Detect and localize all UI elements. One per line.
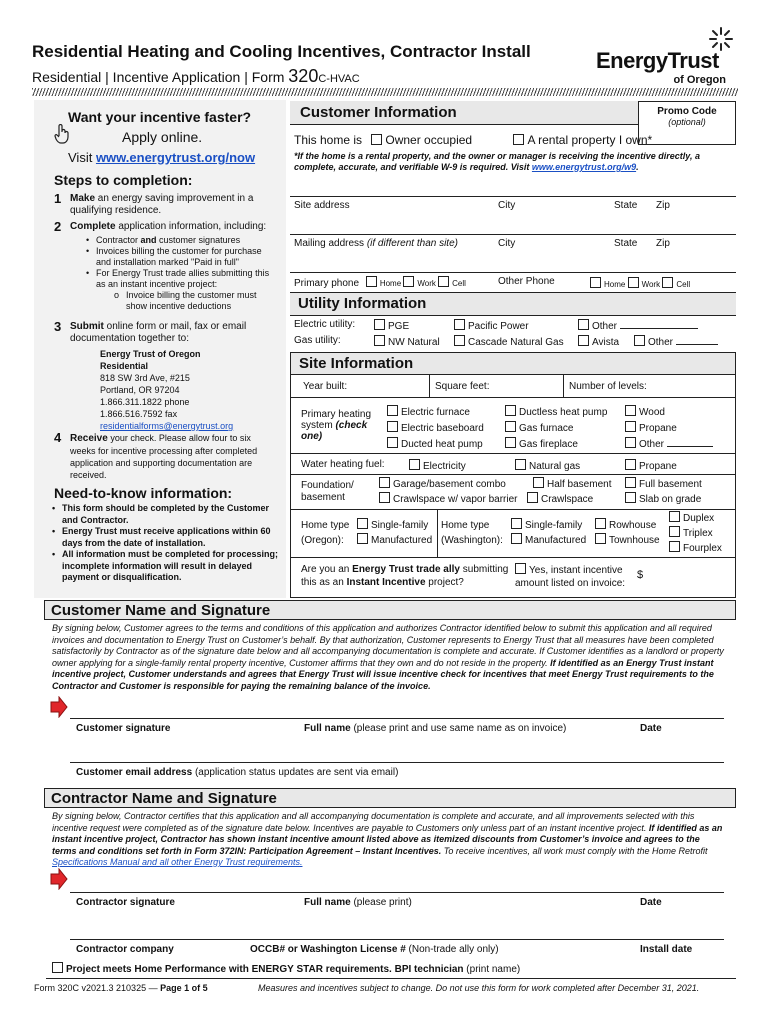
foundation-options: Garage/basement combo Crawlspace w/ vapor barrier <box>379 477 518 507</box>
step-2-subitem: o Invoice billing the customer must show incentive deductions <box>114 290 257 311</box>
footer-disclaimer: Measures and incentives subject to change. Do not use this form for work completed after December 31, 2021. <box>258 983 700 993</box>
need-item: • This form should be completed by the Customer and Contractor. <box>50 503 280 526</box>
gas-other-checkbox[interactable] <box>634 335 645 346</box>
step-3: 3 Submit online form or mail, fax or email documentation together to: Energy Trust of Oregon Residential 818 SW 3rd Ave, #215 Portland, OR 97204 1.866.311.1822 phone 1.866.516.7592 fax residentialforms@energytrust.org <box>54 321 286 432</box>
contractor-date-field[interactable]: Date <box>640 897 662 908</box>
primary-cell-checkbox[interactable] <box>438 276 449 287</box>
home-type-wa-options: Single-family Manufactured <box>511 518 586 548</box>
apply-online-link[interactable]: www.energytrust.org/now <box>95 150 256 165</box>
water-heating-row: Water heating fuel: Electricity Natural gas Propane <box>301 459 677 472</box>
crawlspace-checkbox[interactable] <box>527 492 538 503</box>
other-home-checkbox[interactable] <box>590 277 601 288</box>
electric-utility-row: Electric utility: PGE Pacific Power Other <box>294 319 734 330</box>
left-panel <box>34 100 286 598</box>
nw-natural-checkbox[interactable] <box>374 335 385 346</box>
steps-heading: Steps to completion: <box>54 172 193 188</box>
or-manufactured-checkbox[interactable] <box>357 533 368 544</box>
phone-row: Primary phone Home Work Cell Other Phone Home Work Cell <box>294 276 691 289</box>
hand-pointer-icon <box>54 124 70 144</box>
customer-agreement: By signing below, Customer agrees to the terms and conditions of this application and authorizes Contractor identified below to submit this application and all required invoices and documentation to Energy Trust on Customer’s behalf. By that authorization, Customer represents to Energy Trust that all measures have been completed satisfactorily by Contractor as of the signature date below and all accompanying documentation is complete and accurate. If Customer identifies as a landlord or property owner applying for a single-family rental property incentive, Customer affirms that they own and do not reside in the property. If identified as an Energy Trust instant incentive project, Customer understands and agrees that Energy Trust will issue incentive check for incentives that meet Energy Trust requirements to the Contractor and Customer is responsible for paying the remaining balance of the invoice. <box>52 623 724 691</box>
duplex-checkbox[interactable] <box>669 511 680 522</box>
customer-signature-field[interactable]: Customer signature <box>76 723 171 734</box>
customer-info-header: Customer Information <box>290 101 638 125</box>
want-faster-heading: Want your incentive faster? <box>68 109 252 125</box>
half-basement-checkbox[interactable] <box>533 477 544 488</box>
gas-furnace-checkbox[interactable] <box>505 421 516 432</box>
water-electric-checkbox[interactable] <box>409 459 420 470</box>
home-performance-row: Project meets Home Performance with ENERGY STAR requirements. BPI technician (print name) <box>52 962 520 975</box>
heat-other-checkbox[interactable] <box>625 437 636 448</box>
year-built-field[interactable]: Year built: <box>303 381 348 392</box>
water-propane-checkbox[interactable] <box>625 459 636 470</box>
pge-checkbox[interactable] <box>374 319 385 330</box>
heating-options: Electric furnace Electric baseboard Ducted heat pump <box>387 405 484 453</box>
wa-single-family-checkbox[interactable] <box>511 518 522 529</box>
contractor-full-name-field[interactable]: Full name (please print) <box>304 897 412 908</box>
square-feet-field[interactable]: Square feet: <box>435 381 490 392</box>
step-2: 2 Complete application information, including: • Contractor and customer signatures • Invoices billing the customer for purchase and installation marked "Paid in full" • For Energy Trust trade allies submitting this as an instant incentive project: o Invoice billing the customer must show incentive deductions <box>54 221 286 312</box>
fourplex-checkbox[interactable] <box>669 541 680 552</box>
or-single-family-checkbox[interactable] <box>357 518 368 529</box>
cascade-checkbox[interactable] <box>454 335 465 346</box>
visit-line: Visit www.energytrust.org/now <box>68 150 256 165</box>
specifications-manual-link[interactable]: Specifications Manual and all other Energy Trust requirements. <box>52 857 303 867</box>
crawlspace-vapor-checkbox[interactable] <box>379 492 390 503</box>
instant-incentive-answer: Yes, instant incentive amount listed on invoice: <box>515 565 626 589</box>
townhouse-checkbox[interactable] <box>595 533 606 544</box>
utility-info-header: Utility Information <box>290 292 736 316</box>
promo-code-box[interactable]: Promo Code (optional) <box>638 101 736 145</box>
apply-online-text: Apply online. <box>122 129 203 145</box>
ductless-heat-pump-checkbox[interactable] <box>505 405 516 416</box>
primary-work-checkbox[interactable] <box>403 276 414 287</box>
home-type-wa-options-3: Duplex Triplex Fourplex <box>669 511 722 556</box>
mailing-address: Energy Trust of Oregon Residential 818 SW 3rd Ave, #215 Portland, OR 97204 1.866.311.1822 phone 1.866.516.7592 fax residentialforms@energytrust.org <box>100 348 286 432</box>
foundation-options-3: Full basement Slab on grade <box>625 477 702 507</box>
slab-checkbox[interactable] <box>625 492 636 503</box>
foundation-label: Foundation/ basement <box>301 480 354 503</box>
form-version: Form 320C v2021.3 210325 — Page 1 of 5 <box>34 983 208 993</box>
mailing-address-field[interactable]: Mailing address (if different than site) City State Zip <box>294 238 670 249</box>
need-item: • Energy Trust must receive applications within 60 days from the date of installation. <box>50 526 280 549</box>
license-field[interactable]: OCCB# or Washington License # (Non-trade ally only) <box>250 944 499 955</box>
full-basement-checkbox[interactable] <box>625 477 636 488</box>
sign-here-arrow-icon <box>50 696 68 718</box>
w9-link[interactable]: www.energytrust.org/w9 <box>531 162 637 172</box>
residential-forms-email-link[interactable]: residentialforms@energytrust.org <box>100 421 234 431</box>
electric-other-checkbox[interactable] <box>578 319 589 330</box>
step-1: 1 Make an energy saving improvement in a qualifying residence. <box>54 191 254 216</box>
propane-heat-checkbox[interactable] <box>625 421 636 432</box>
step-2-item: • Invoices billing the customer for purchase and installation marked "Paid in full" <box>84 246 274 268</box>
home-performance-checkbox[interactable] <box>52 962 63 973</box>
page-subtitle: Residential | Incentive Application | Form 320C-HVAC <box>32 66 360 86</box>
customer-signature-header: Customer Name and Signature <box>44 600 736 620</box>
electric-furnace-checkbox[interactable] <box>387 405 398 416</box>
customer-date-field[interactable]: Date <box>640 723 662 734</box>
contractor-signature-header: Contractor Name and Signature <box>44 788 736 808</box>
triplex-checkbox[interactable] <box>669 526 680 537</box>
gas-utility-row: Gas utility: NW Natural Cascade Natural Gas Avista Other <box>294 335 734 346</box>
water-gas-checkbox[interactable] <box>515 459 526 470</box>
home-type-wa-options-2: Rowhouse Townhouse <box>595 518 660 548</box>
rental-note: *If the home is a rental property, and the owner or manager is receiving the incentive directly, a complete, accurate, and verifiable W-9 is required. Visit www.energytrust.org/w9. <box>294 151 700 172</box>
pacific-power-checkbox[interactable] <box>454 319 465 330</box>
trade-ally-question: Are you an Energy Trust trade ally submitting this as an Instant Incentive project? <box>301 564 509 588</box>
step-2-item: • For Energy Trust trade allies submitting this as an instant incentive project: <box>84 268 274 290</box>
header-hatch-divider <box>32 88 738 96</box>
other-work-checkbox[interactable] <box>628 277 639 288</box>
contractor-signature-field[interactable]: Contractor signature <box>76 897 175 908</box>
foundation-options-2: Half basement Crawlspace <box>527 477 611 507</box>
primary-home-checkbox[interactable] <box>366 276 377 287</box>
step-4: 4 Receive your check. Please allow four to six weeks for incentive processing after completed application and supporting documentation are received. <box>54 430 258 480</box>
need-to-know-list <box>50 503 280 584</box>
contractor-agreement: By signing below, Contractor certifies that this application and all accompanying documentation is complete and accurate, and all improvements selected with this incentive request were completed as of the signature date below. Incentives are payable to Customers only unless part of an instant incentive project. If identified as an instant incentive project, Contractor has shown instant incentive amount listed above as itemized discounts from Customer’s invoice and agrees to the terms and conditions set forth in Form 372IN: Participation Agreement – Instant Incentives. To receive incentives, all work must comply with the Home Retrofit Specifications Manual and all other Energy Trust requirements. <box>52 811 723 867</box>
sun-icon <box>708 26 734 52</box>
home-type-washington-label: Home type (Washington): <box>441 520 503 546</box>
home-type-oregon-options: Single-family Manufactured <box>357 518 432 548</box>
page-title: Residential Heating and Cooling Incentives, Contractor Install <box>32 42 531 61</box>
step-2-item: • Contractor and customer signatures <box>84 235 274 246</box>
home-type-oregon-label: Home type (Oregon): <box>301 520 350 546</box>
other-cell-checkbox[interactable] <box>662 277 673 288</box>
ducted-heat-pump-checkbox[interactable] <box>387 437 398 448</box>
heating-label: Primary heating system (check one) <box>301 409 372 442</box>
need-item: • All information must be completed for processing; incomplete information will result in delayed payment or disqualification. <box>50 549 280 584</box>
levels-field[interactable]: Number of levels: <box>569 381 647 392</box>
need-to-know-heading: Need-to-know information: <box>54 485 233 501</box>
garage-basement-checkbox[interactable] <box>379 477 390 488</box>
gas-fireplace-checkbox[interactable] <box>505 437 516 448</box>
site-address-field[interactable]: Site address City State Zip <box>294 200 670 211</box>
home-is-row: This home is Owner occupied A rental property I own* <box>294 133 653 147</box>
rental-property-checkbox[interactable] <box>513 134 524 145</box>
electric-baseboard-checkbox[interactable] <box>387 421 398 432</box>
owner-occupied-checkbox[interactable] <box>371 134 382 145</box>
customer-full-name-field[interactable]: Full name (please print and use same name as on invoice) <box>304 723 567 734</box>
heating-options-3: Wood Propane Other <box>625 405 713 453</box>
incentive-amount-field[interactable]: $ <box>637 569 644 581</box>
customer-email-field[interactable]: Customer email address (application status updates are sent via email) <box>76 767 399 778</box>
rowhouse-checkbox[interactable] <box>595 518 606 529</box>
energy-trust-logo: EnergyTrust of Oregon <box>596 48 736 86</box>
instant-incentive-yes-checkbox[interactable] <box>515 563 526 574</box>
avista-checkbox[interactable] <box>578 335 589 346</box>
wa-manufactured-checkbox[interactable] <box>511 533 522 544</box>
site-info-box: Site Information Year built: Square feet: Number of levels: Primary heating system (check one) Electric furnace Electric baseboard Ducted heat pump Ductless heat pump Gas furnace Gas fireplace Wood Propane Other Water heating fuel: Electricity Natural gas Propane Foundation/ basement Garage/basement combo Crawlspace w/ vapor barrier Half basement Crawlspace Full basement Slab on grade Home type (Oregon): Single-family Manufactured Home type (Washington): Single-family Manufactured Rowhouse Townhouse Duplex Triplex Fourplex Are you an Energy Trust trade ally submitting this as an Instant Incentive project? Yes, instant incentive amount listed on invoice: $ <box>290 352 736 598</box>
contractor-company-field[interactable]: Contractor company <box>76 944 174 955</box>
wood-checkbox[interactable] <box>625 405 636 416</box>
sign-here-arrow-icon <box>50 868 68 890</box>
install-date-field[interactable]: Install date <box>640 944 693 955</box>
heating-options-2: Ductless heat pump Gas furnace Gas fireplace <box>505 405 607 453</box>
